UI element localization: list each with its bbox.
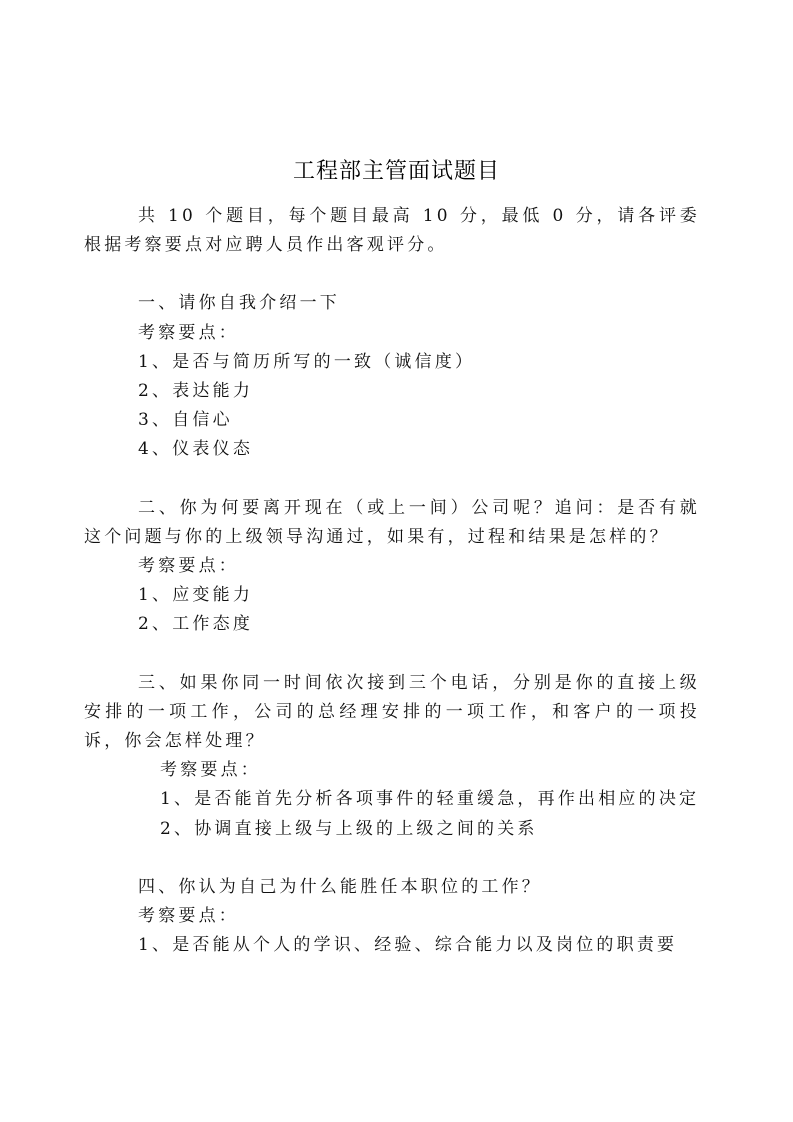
point-item: 1、是否能从个人的学识、经验、综合能力以及岗位的职责要 bbox=[138, 935, 678, 956]
points-label: 考察要点： bbox=[138, 556, 239, 577]
point-item: 2、协调直接上级与上级的上级之间的关系 bbox=[160, 818, 538, 839]
document-body bbox=[84, 202, 700, 960]
question-text: 三、如果你同一时间依次接到三个电话，分别是你的直接上级安排的一项工作，公司的总经理安排的一项工作，和客户的一项投诉，你会怎样处理？ bbox=[84, 672, 700, 752]
point-item: 3、自信心 bbox=[138, 410, 233, 431]
question-text: 四、你认为自己为什么能胜任本职位的工作？ bbox=[138, 876, 542, 897]
document-title: 工程部主管面试题目 bbox=[292, 159, 500, 184]
point-item: 1、是否能首先分析各项事件的轻重缓急，再作出相应的决定 bbox=[160, 789, 700, 810]
spacer bbox=[84, 844, 700, 873]
intro-paragraph: 共 10 个题目，每个题目最高 10 分，最低 0 分，请各评委根据考察要点对应聘人员作出客观评分。 bbox=[84, 206, 700, 256]
points-label: 考察要点： bbox=[138, 322, 239, 343]
spacer bbox=[84, 465, 700, 494]
points-label: 考察要点： bbox=[138, 906, 239, 927]
question-section-2 bbox=[84, 494, 700, 640]
question-section-1 bbox=[84, 289, 700, 464]
spacer bbox=[84, 260, 700, 289]
question-text: 一、请你自我介绍一下 bbox=[138, 293, 340, 314]
point-item: 2、工作态度 bbox=[138, 614, 254, 635]
point-item: 2、表达能力 bbox=[138, 381, 254, 402]
question-section-4 bbox=[84, 873, 700, 961]
points-label: 考察要点： bbox=[160, 760, 261, 781]
question-text: 二、你为何要离开现在（或上一间）公司呢？追问：是否有就这个问题与你的上级领导沟通过，如果有，过程和结果是怎样的？ bbox=[84, 497, 700, 547]
spacer bbox=[84, 640, 700, 669]
point-item: 1、应变能力 bbox=[138, 585, 254, 606]
question-section-3 bbox=[84, 669, 700, 844]
point-item: 4、仪表仪态 bbox=[138, 439, 254, 460]
point-item: 1、是否与简历所写的一致（诚信度） bbox=[138, 351, 476, 372]
